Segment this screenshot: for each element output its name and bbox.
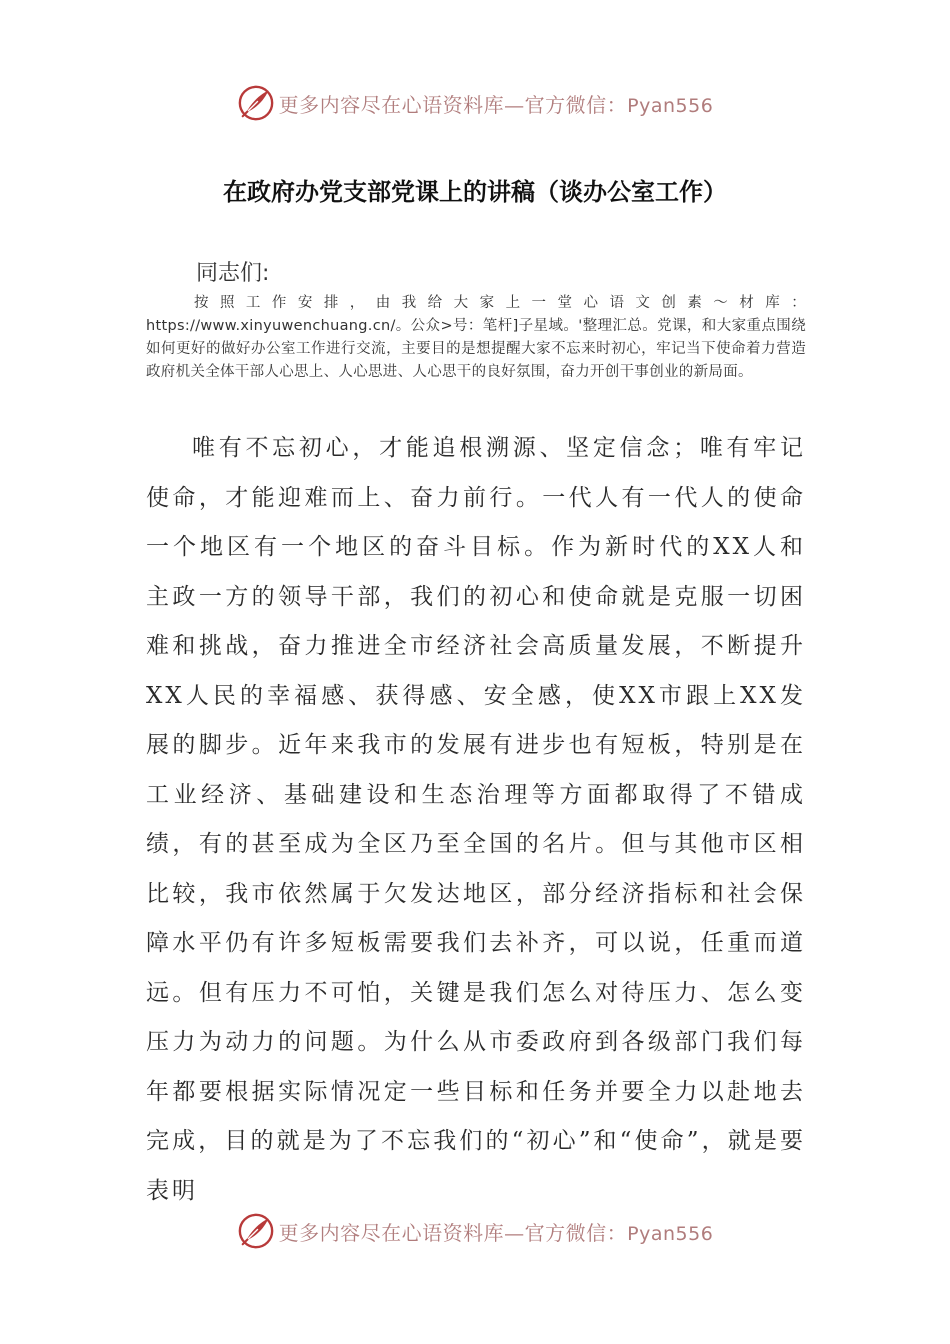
- document-title: 在政府办党支部党课上的讲稿（谈办公室工作）: [223, 177, 727, 206]
- feather-pen-logo-icon: [237, 1212, 275, 1250]
- wechat-id: Pyan556: [627, 94, 714, 117]
- header-banner: [0, 80, 950, 126]
- wechat-id: Pyan556: [627, 1222, 714, 1245]
- banner-text: 更多内容尽在心语资料库—官方微信：Pyan556: [278, 92, 714, 117]
- body-paragraph: 唯有不忘初心，才能追根溯源、坚定信念；唯有牢记使命，才能迎难而上、奋力前行。一代人有一代人的使命一个地区有一个地区的奋斗目标。作为新时代的XX人和主政一方的领导干部，我们的初心和使命就是克服一切困难和挑战，奋力推进全市经济社会高质量发展，不断提升XX人民的幸福感、获得感、安全感，使XX市跟上XX发展的脚步。近年来我市的发展有进步也有短板，特别是在工业经济、基础建设和生态治理等方面都取得了不错成绩，有的甚至成为全区乃至全国的名片。但与其他市区相比较，我市依然属于欠发达地区，部分经济指标和社会保障水平仍有许多短板需要我们去补齐，可以说，任重而道远。但有压力不可怕，关键是我们怎么对待压力、怎么变压力为动力的问题。为什么从市委政府到各级部门我们每年都要根据实际情况定一些目标和任务并要全力以赴地去完成，目的就是为了不忘我们的“初心”和“使命”，就是要表明: [146, 435, 806, 1204]
- intro-paragraph: 按照工作安排，由我给大家上一堂心语文创素～材库：https://www.xinyuwenchuang.cn/。公众>号：笔杆]子星域。'整理汇总。党课，和大家重点围绕如何更好的做好办公室工作进行交流，主要目的是想提醒大家不忘来时初心，牢记当下使命着力营造政府机关全体干部人心思上、人心思进、人心思干的良好氛围，奋力开创干事创业的新局面。: [146, 295, 806, 380]
- salutation: 同志们:: [196, 261, 270, 286]
- feather-pen-logo-icon: [237, 84, 275, 122]
- footer-banner: [0, 1208, 950, 1254]
- banner-text: 更多内容尽在心语资料库—官方微信：Pyan556: [278, 1220, 714, 1245]
